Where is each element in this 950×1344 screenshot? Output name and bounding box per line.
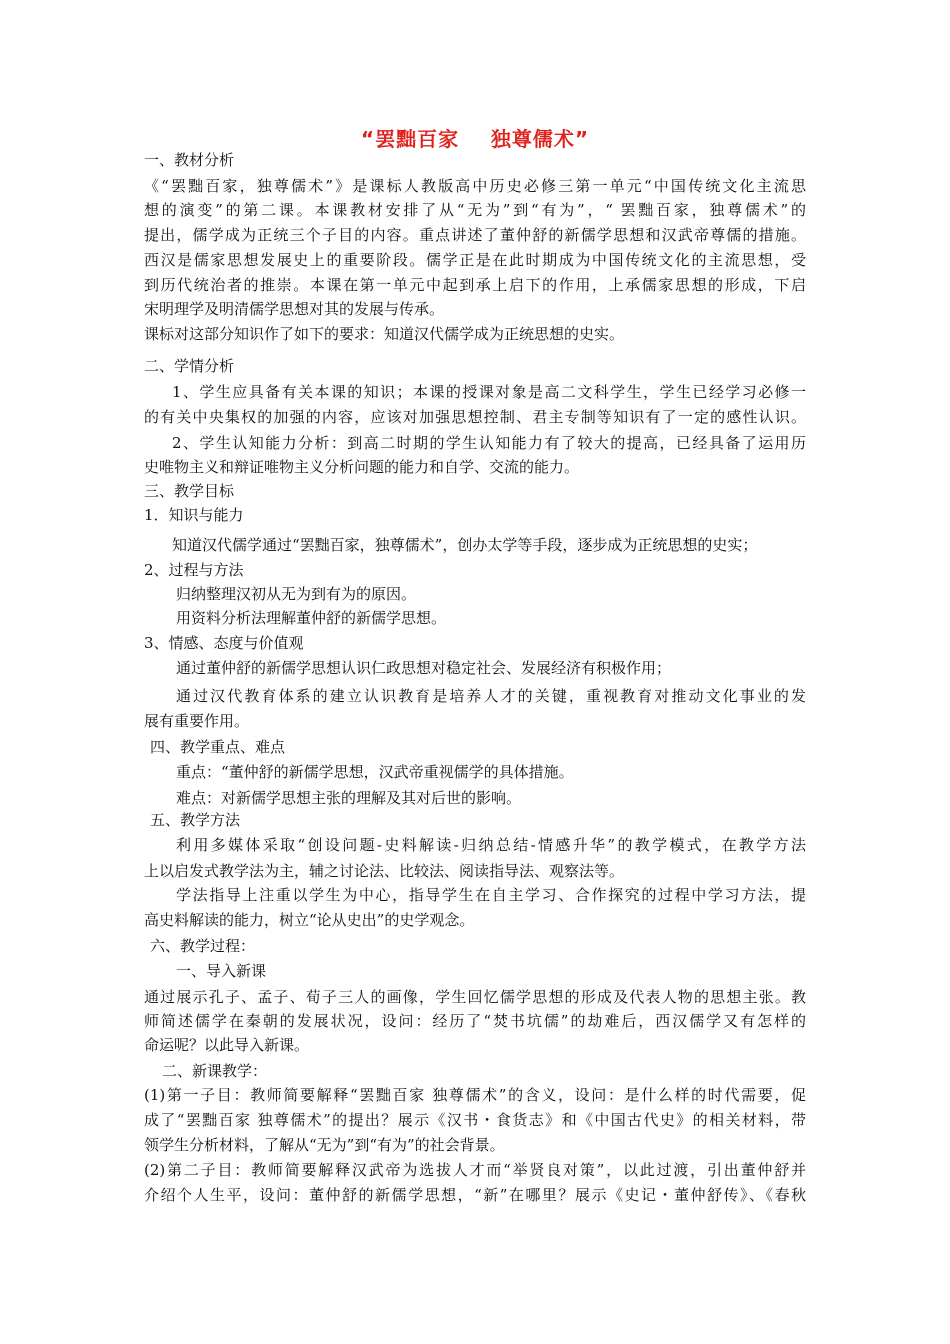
paragraph-line: 介绍个人生平，设问：董仲舒的新儒学思想，“新”在哪里？展示《史记・董仲舒传》、《春秋 — [144, 1186, 806, 1204]
paragraph-line: 通过汉代教育体系的建立认识教育是培养人才的关键，重视教育对推动文化事业的发 — [176, 687, 806, 705]
paragraph-line: 《“罢黜百家，独尊儒术”》是课标人教版高中历史必修三第一单元“中国传统文化主流思 — [144, 177, 806, 195]
paragraph-line: 提出，儒学成为正统三个子目的内容。重点讲述了董仲舒的新儒学思想和汉武帝尊儒的措施。 — [144, 226, 806, 244]
paragraph-line: 归纳整理汉初从无为到有为的原因。 — [176, 585, 417, 603]
paragraph-line: 师简述儒学在秦朝的发展状况，设问：经历了“焚书坑儒”的劫难后，西汉儒学又有怎样的 — [144, 1012, 806, 1030]
paragraph-line: (1)第一子目：教师简要解释“罢黜百家 独尊儒术”的含义，设问：是什么样的时代需要，促 — [144, 1086, 806, 1104]
paragraph-line: 领学生分析材料，了解从“无为”到“有为”的社会背景。 — [144, 1136, 505, 1154]
paragraph-line: 通过展示孔子、孟子、荀子三人的画像，学生回忆儒学思想的形成及代表人物的思想主张。教 — [144, 988, 806, 1006]
document-title: “罢黜百家 独尊儒术” — [360, 127, 590, 151]
subsection-heading: 2、过程与方法 — [144, 561, 244, 579]
paragraph-line: 1、学生应具备有关本课的知识；本课的授课对象是高二文科学生，学生已经学习必修一 — [172, 383, 806, 401]
paragraph-line: 的有关中央集权的加强的内容，应该对加强思想控制、君主专制等知识有了一定的感性认识。 — [144, 408, 806, 426]
section-heading-2: 二、学情分析 — [144, 357, 235, 375]
paragraph-line: 2、学生认知能力分析：到高二时期的学生认知能力有了较大的提高，已经具备了运用历 — [172, 434, 806, 452]
section-heading-1: 一、教材分析 — [144, 151, 235, 169]
paragraph-line: 学法指导上注重以学生为中心，指导学生在自主学习、合作探究的过程中学习方法，提 — [176, 886, 806, 904]
subsection-heading: 1．知识与能力 — [144, 506, 244, 524]
paragraph-line: 用资料分析法理解董仲舒的新儒学思想。 — [176, 609, 447, 627]
subsection-heading: 3、情感、态度与价值观 — [144, 634, 304, 652]
paragraph-line: 通过董仲舒的新儒学思想认识仁政思想对稳定社会、发展经济有积极作用； — [176, 659, 672, 677]
section-heading-4: 四、教学重点、难点 — [150, 738, 286, 756]
section-heading-5: 五、教学方法 — [150, 811, 241, 829]
paragraph-line: 上以启发式教学法为主，辅之讨论法、比较法、阅读指导法、观察法等。 — [144, 862, 625, 880]
paragraph-line: 到历代统治者的推崇。本课在第一单元中起到承上启下的作用，上承儒家思想的形成，下启 — [144, 276, 806, 294]
paragraph-line: 高史料解读的能力，树立“论从史出”的史学观念。 — [144, 911, 475, 929]
paragraph-line: 展有重要作用。 — [144, 712, 250, 730]
paragraph-line: 西汉是儒家思想发展史上的重要阶段。儒学正是在此时期成为中国传统文化的主流思想，受 — [144, 251, 806, 269]
paragraph-line: 利用多媒体采取“创设问题-史料解读-归纳总结-情感升华”的教学模式，在教学方法 — [176, 836, 806, 854]
paragraph-line: 重点：“董仲舒的新儒学思想，汉武帝重视儒学的具体措施。 — [176, 763, 574, 781]
paragraph-line: 想的演变”的第二课。本课教材安排了从“无为”到“有为”，“ 罢黜百家，独尊儒术”的 — [144, 201, 806, 219]
paragraph-line: 宋明理学及明清儒学思想对其的发展与传承。 — [144, 300, 445, 318]
paragraph-line: 史唯物主义和辩证唯物主义分析问题的能力和自学、交流的能力。 — [144, 458, 580, 476]
paragraph-line: 成了“罢黜百家 独尊儒术”的提出？展示《汉书・食货志》和《中国古代史》的相关材料，带 — [144, 1111, 806, 1129]
subsection-heading: 二、新课教学： — [162, 1062, 268, 1080]
paragraph-line: 命运呢？以此导入新课。 — [144, 1036, 310, 1054]
section-heading-6: 六、教学过程： — [150, 937, 256, 955]
paragraph-line: 难点：对新儒学思想主张的理解及其对后世的影响。 — [176, 789, 522, 807]
section-heading-3: 三、教学目标 — [144, 482, 235, 500]
subsection-heading: 一、导入新课 — [176, 962, 267, 980]
paragraph-line: 知道汉代儒学通过“罢黜百家，独尊儒术”，创办太学等手段，逐步成为正统思想的史实； — [172, 536, 758, 554]
paragraph-line: (2)第二子目：教师简要解释汉武帝为选拔人才而“举贤良对策”，以此过渡，引出董仲舒并 — [144, 1161, 806, 1179]
paragraph-line: 课标对这部分知识作了如下的要求：知道汉代儒学成为正统思想的史实。 — [144, 325, 625, 343]
